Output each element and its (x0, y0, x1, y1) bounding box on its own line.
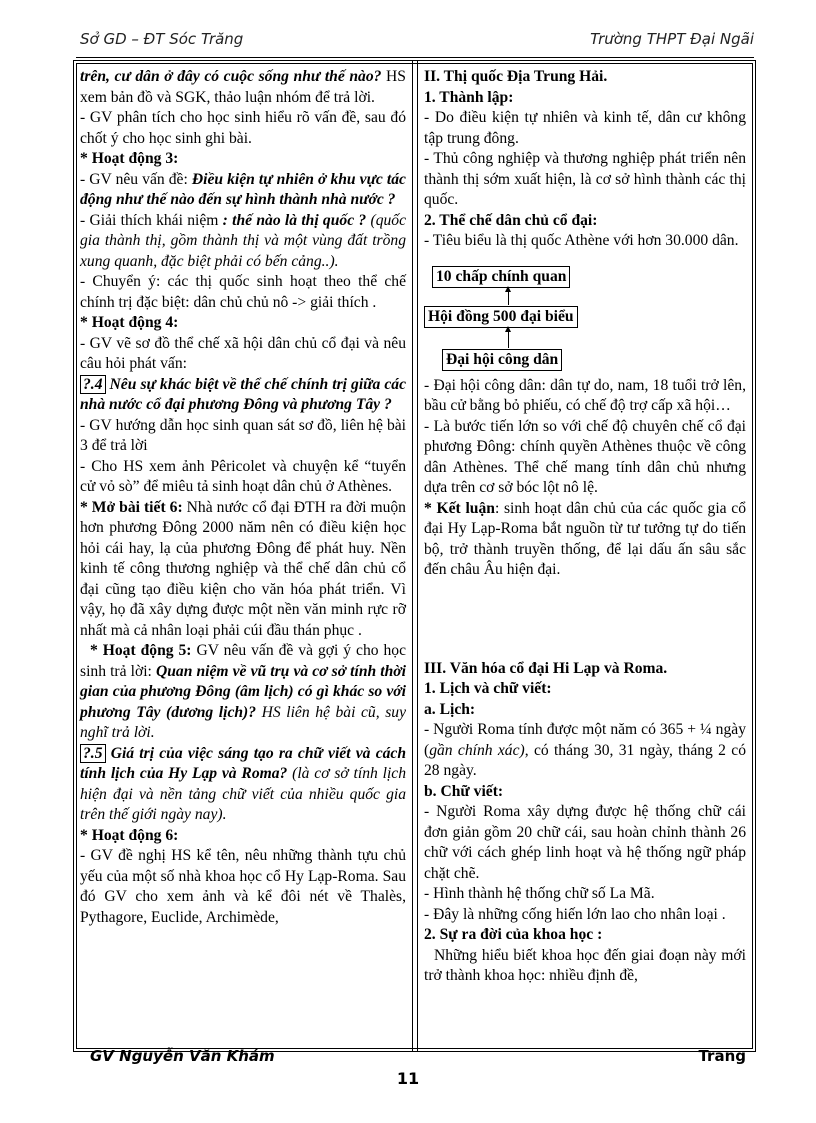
paragraph: - GV vẽ sơ đồ thể chế xã hội dân chủ cổ đại và nêu câu hỏi phát vấn: (80, 334, 406, 372)
question-number-box: ?.4 (80, 375, 106, 394)
diagram-box-council: Hội đồng 500 đại biểu (424, 306, 578, 328)
paragraph: - GV đề nghị HS kể tên, nêu những thành tựu chủ yếu của một số nhà khoa học cổ Hy Lạp-Roma. Sau đó GV cho xem ảnh và kể đôi nét về Thalès, Pythagore, Euclide, Archimède, (80, 847, 406, 926)
paragraph: Những hiểu biết khoa học đến giai đoạn này mới trở thành khoa học: nhiều định đề, (424, 946, 746, 984)
paragraph: - Giải thích khái niệm : thế nào là thị quốc ? (quốc gia thành thị, gồm thành thị và một vùng đất trồng xung quanh, đặc biệt phải có bến cảng..). (80, 211, 407, 270)
section-title: II. Thị quốc Địa Trung Hải. (424, 68, 608, 85)
paragraph: - Do điều kiện tự nhiên và kinh tế, dân cư không tập trung đông. (424, 109, 746, 147)
paragraph: - Đây là những cống hiến lớn lao cho nhân loại . (424, 905, 726, 923)
header-right: Trường THPT Đại Ngãi (590, 30, 754, 48)
lesson-table (73, 60, 756, 1052)
activity-heading: * Hoạt động 3: (80, 150, 179, 167)
paragraph: - GV phân tích cho học sinh hiểu rõ vấn đề, sau đó chốt ý cho học sinh ghi bài. (80, 109, 406, 147)
column-divider (412, 61, 418, 1051)
diagram-box-assembly: Đại hội công dân (442, 349, 562, 371)
paragraph: - Cho HS xem ảnh Pêricolet và chuyện kể “tuyển cử vỏ sò” để miêu tả sinh hoạt dân chủ ở Athènes. (80, 457, 406, 495)
teacher-activities-column (80, 67, 406, 928)
activity-heading: * Hoạt động 4: (80, 314, 179, 331)
diagram-box-archons: 10 chấp chính quan (432, 266, 570, 288)
content-column (424, 67, 746, 987)
paragraph: - Tiêu biểu là thị quốc Athène với hơn 30.000 dân. (424, 232, 739, 249)
header-left: Sở GD – ĐT Sóc Trăng (80, 30, 244, 48)
question: ?.4 Nêu sự khác biệt về thể chế chính trị giữa các nhà nước cổ đại phương Đông và phương Tây ? (80, 375, 406, 413)
paragraph: trên, cư dân ở đây có cuộc sống như thế nào? HS xem bản đồ và SGK, thảo luận nhóm để trả lời. (80, 68, 406, 106)
paragraph: - Chuyển ý: các thị quốc sinh hoạt theo thể chế chính trị đặc biệt: dân chủ chủ nô -> giải thích . (80, 273, 406, 311)
paragraph: - Hình thành hệ thống chữ số La Mã. (424, 885, 655, 902)
subsection-label: b. Chữ viết: (424, 782, 504, 800)
paragraph: - GV nêu vấn đề: Điều kiện tự nhiên ở khu vực tác động như thế nào đến sự hình thành nhà nước ? (80, 170, 406, 208)
subsection-title: 2. Sự ra đời của khoa học : (424, 926, 603, 943)
arrow-up-icon (508, 291, 509, 305)
paragraph: - Thủ công nghiệp và thương nghiệp phát triển nên thành thị sớm xuất hiện, là cơ sở hình thành các thị quốc. (424, 150, 746, 208)
question-number-box: ?.5 (80, 744, 106, 763)
question: ?.5 Giá trị của việc sáng tạo ra chữ viết và cách tính lịch của Hy Lạp và Roma? (là cơ sở tính lịch hiện đại và nền tảng chữ viết của nhiều quốc gia trên thế giới ngày nay). (80, 744, 407, 823)
header-rule (76, 57, 754, 58)
conclusion: * Kết luận: sinh hoạt dân chủ của các quốc gia cổ đại Hy Lạp-Roma bắt nguồn từ tư tưởng tự do tiến bộ, trở thành truyền thống, để lại dấu ấn sâu sắc đến châu Âu hiện đại. (424, 499, 746, 578)
section-title: III. Văn hóa cổ đại Hi Lạp và Roma. (424, 659, 668, 677)
arrow-up-icon (508, 331, 509, 348)
page-number: 11 (396, 1069, 420, 1088)
paragraph: - Là bước tiến lớn so với chế độ chuyên chế cổ đại phương Đông: chính quyền Athènes thuộc về công dân Athènes. Thể chế mang tính dân chủ nhưng dựa trên cơ sở bóc lột nô lệ. (424, 417, 746, 496)
paragraph: - GV hướng dẫn học sinh quan sát sơ đồ, liên hệ bài 3 để trả lời (80, 416, 406, 454)
paragraph: * Hoạt động 5: GV nêu vấn đề và gợi ý cho học sinh trả lời: Quan niệm về vũ trụ và cơ sở tính thời gian của phương Đông (âm lịch) có gì khác so với phương Tây (dương lịch)? HS liên hệ bài cũ, suy nghĩ trả lời. (80, 642, 407, 741)
paragraph: - Người Roma tính được một năm có 365 + ¼ ngày (gần chính xác), có tháng 30, 31 ngày, tháng 2 có 28 ngày. (424, 721, 746, 779)
paragraph: * Mở bài tiết 6: Nhà nước cổ đại ĐTH ra đời muộn hơn phương Đông 2000 năm nên có điều kiện học hỏi cái hay, lạ của phương Đông để phát huy. Nền kinh tế công thương nghiệp và thể chế dân chủ cổ đại cũng tạo điều kiện cho văn hóa phát triển. Vì vậy, họ đã xây dựng được một nền văn minh rực rỡ nhất mà cả nhân loại phải cúi đầu thán phục . (80, 498, 406, 639)
footer-page-label: Trang (698, 1047, 746, 1065)
subsection-title: 2. Thể chế dân chủ cổ đại: (424, 211, 598, 229)
paragraph: - Người Roma xây dựng được hệ thống chữ cái đơn giản gồm 20 chữ cái, sau hoàn chỉnh thành 26 chữ với cách ghép linh hoạt và hệ thống ngữ pháp chặt chẽ. (424, 803, 746, 882)
footer-author: GV Nguyễn Văn Khám (90, 1047, 275, 1065)
activity-heading: * Hoạt động 6: (80, 826, 179, 844)
subsection-title: 1. Thành lập: (424, 88, 514, 106)
democracy-diagram (424, 260, 746, 372)
subsection-title: 1. Lịch và chữ viết: (424, 680, 552, 697)
subsection-label: a. Lịch: (424, 700, 476, 718)
paragraph: - Đại hội công dân: dân tự do, nam, 18 tuổi trở lên, bầu cử bằng bỏ phiếu, có chế độ trợ cấp xã hội… (424, 376, 746, 414)
